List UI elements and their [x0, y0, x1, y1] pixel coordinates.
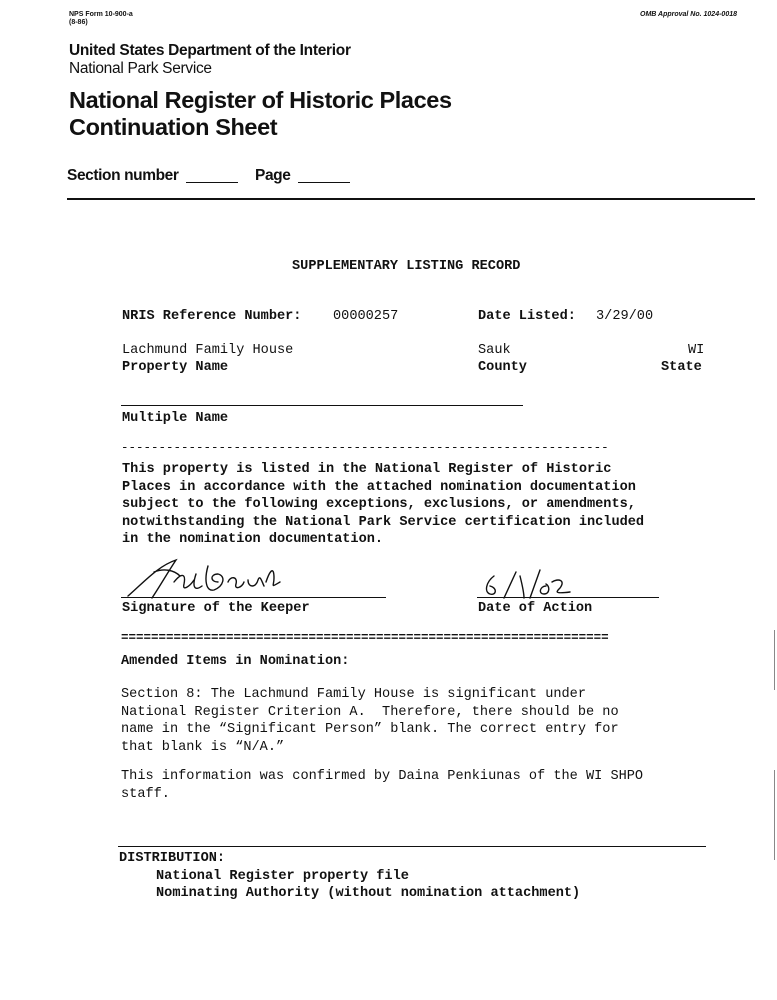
form-date: (8-86): [69, 19, 88, 26]
page-title: National Register of Historic Places: [69, 87, 452, 113]
date-of-action-line: [477, 597, 659, 598]
scan-edge-mark: [774, 770, 775, 860]
distribution-item: Nominating Authority (without nomination attachment): [156, 886, 581, 901]
signature-label: Signature of the Keeper: [122, 601, 310, 616]
handwritten-date: [478, 568, 588, 604]
header-divider: [67, 198, 755, 200]
date-listed-label: Date Listed:: [478, 309, 576, 324]
county-label: County: [478, 360, 527, 375]
date-of-action-label: Date of Action: [478, 601, 593, 616]
date-listed-value: 3/29/00: [596, 309, 654, 324]
double-rule-divider: =================================================================: [121, 632, 609, 644]
page-label: Page: [255, 167, 291, 184]
property-name-label: Property Name: [122, 360, 229, 375]
scan-edge-mark: [774, 630, 775, 690]
state-label: State: [661, 360, 702, 375]
omb-approval: OMB Approval No. 1024-0018: [640, 11, 737, 18]
dashed-divider: -----------------------------------------------------------------: [121, 441, 609, 455]
page-subtitle: Continuation Sheet: [69, 114, 278, 140]
amended-items-label: Amended Items in Nomination:: [121, 654, 350, 669]
confirmation-text: This information was confirmed by Daina Penkiunas of the WI SHPO staff.: [121, 769, 644, 802]
nris-label: NRIS Reference Number:: [122, 309, 302, 324]
multiple-name-blank: [121, 405, 523, 406]
section-number-label: Section number: [67, 167, 179, 184]
county-value: Sauk: [478, 343, 511, 358]
nris-value: 00000257: [333, 309, 399, 324]
signature-line: [121, 597, 386, 598]
keeper-signature: [124, 552, 284, 602]
property-name-value: Lachmund Family House: [122, 343, 294, 358]
amended-items-text: Section 8: The Lachmund Family House is significant under National Register Criterion A. Therefore, there should be no name in the “Significant Person” blank. The correct entry for that blank is “N/A.”: [121, 687, 619, 755]
distribution-label: DISTRIBUTION:: [119, 851, 226, 866]
state-value: WI: [688, 343, 705, 358]
record-heading: SUPPLEMENTARY LISTING RECORD: [292, 259, 521, 274]
section-number-blank: [186, 182, 238, 183]
department-name: United States Department of the Interior: [69, 42, 351, 59]
form-id: NPS Form 10-900-a: [69, 11, 133, 18]
distribution-item: National Register property file: [156, 869, 409, 884]
distribution-divider: [118, 846, 706, 847]
multiple-name-label: Multiple Name: [122, 411, 229, 426]
listing-statement: This property is listed in the National Register of Historic Places in accordance with the attached nomination documentation subject to the following exceptions, exclusions, or amendments, notwithstanding the National Park Service certification included in the nomination documentation.: [122, 462, 645, 548]
page-blank: [298, 182, 350, 183]
service-name: National Park Service: [69, 60, 212, 77]
